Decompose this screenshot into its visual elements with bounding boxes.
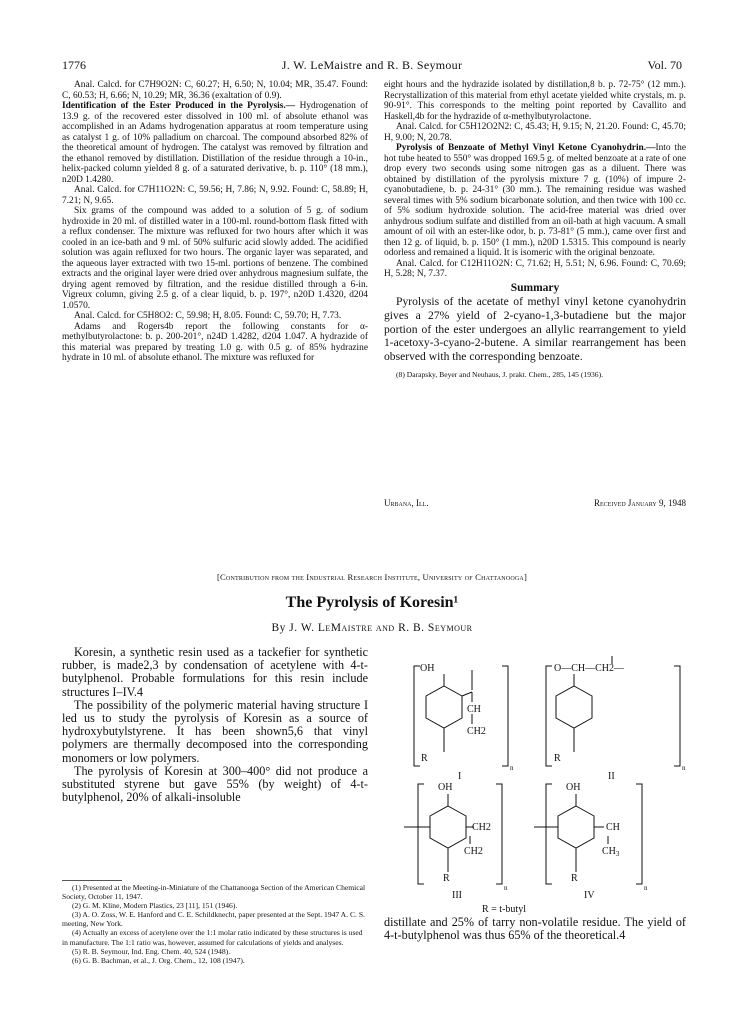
label-r: R: [421, 753, 428, 764]
structure-label: IV: [584, 890, 595, 901]
summary-heading: Summary: [510, 281, 560, 294]
label-oh: OH: [438, 782, 453, 793]
label-n: n: [510, 764, 514, 772]
footnote: (8) Darapsky, Beyer and Neuhaus, J. prakt. Chem., 285, 145 (1936).: [396, 369, 604, 379]
page-number: 1776: [62, 58, 86, 72]
section-heading: Identification of the Ester Produced in the Pyrolysis.—: [62, 101, 296, 111]
structure-label: II: [608, 771, 615, 782]
footnote: (5) R. B. Seymour, Ind. Eng. Chem. 40, 524 (1948).: [72, 946, 231, 956]
paragraph: Adams and Rogers4b report the following constants for α-methylbutyrolactone: b. p. 200-201°, n24D 1.4282, d204 1.047. A hydrazide of this material was prepared by treating 1.0 g. with 0.5 g. of 85% hydrazine hydrate in 10 ml. of absolute ethanol. The mixture was refluxed for: [62, 321, 368, 363]
paragraph: Anal. Calcd. for C7H11O2N: C, 59.56; H, 7.86; N, 9.92. Found: C, 58.89; H, 7.21; N, 9.65.: [62, 185, 368, 206]
label-oh: OH: [420, 663, 435, 674]
label-oh: OH: [566, 782, 581, 793]
byline: [62, 622, 682, 634]
volume-label: Vol. 70: [647, 58, 682, 72]
right-column: [384, 80, 686, 379]
footnote: (2) G. M. Kline, Modern Plastics, 23 [11], 151 (1946).: [72, 901, 238, 911]
article-body: [62, 646, 368, 804]
paragraph: The pyrolysis of Koresin at 300–400° did not produce a substituted styrene but gave 55% (by weight) of 4-t-butylphenol, 20% of alkali-insoluble: [62, 763, 368, 805]
structure-IV: [534, 784, 642, 884]
running-title: J. W. LeMaistre and R. B. Seymour: [281, 58, 463, 72]
label-o-ch-ch2: O—CH—CH2—: [554, 663, 625, 674]
received-date: Received January 9, 1948: [593, 498, 686, 508]
section-heading: Pyrolysis of Benzoate of Methyl Vinyl Ketone Cyanohydrin.—: [396, 143, 656, 153]
label-r: R: [571, 873, 578, 884]
label-n: n: [644, 884, 648, 892]
structure-label: III: [452, 890, 462, 901]
structure-III: [404, 784, 502, 884]
footnote: (6) G. B. Bachman, et al., J. Org. Chem., 12, 108 (1947).: [72, 955, 245, 965]
footnotes: [62, 880, 368, 965]
label-ch2: CH2: [467, 726, 486, 737]
label-ch: CH: [606, 822, 620, 833]
paragraph: eight hours and the hydrazide isolated by distillation,8 b. p. 72-75° (12 mm.). Recrystallization of this material from ethyl acetate yielded white crystals, m. p. 90-91°. This corresponds to the melting point reported by Cavallito and Haskell,4b for the hydrazide of α-methylbutyrolactone.: [384, 80, 686, 122]
label-ch: CH: [467, 704, 481, 715]
label-n: n: [504, 884, 508, 892]
paragraph: Anal. Calcd. for C5H8O2: C, 59.98; H, 8.05. Found: C, 59.70; H, 7.73.: [74, 311, 342, 321]
paragraph-text: Into the hot tube heated to 550° was dropped 169.5 g. of melted benzoate at a rate of one drop every two seconds using some nitrogen gas as a diluent. There was obtained by distillation of the pyrolysis mixture 7 g. (10%) of impure 2-cyanobutadiene, b. p. 24-31° (30 mm.). The remaining residue was washed several times with 5% sodium bicarbonate solution, and then twice with 100 cc. of 5% sodium hydroxide solution. The acid-free material was dried over anhydrous sodium sulfate and distilled from an oil-bath at high vacuum. A small amount of oil with an ester-like odor, b. p. 73-81° (5 mm.), came over first and then 12 g. of liquid, b. p. 150° (1 mm.), n20D 1.5315. This compound is nearly odorless and remained a liquid. It is isomeric with the original benzoate.: [384, 143, 686, 258]
label-r: R: [554, 753, 561, 764]
label-ch3: $CH_3$: [602, 846, 620, 858]
label-r: R: [443, 873, 450, 884]
label-ch2: CH2: [472, 822, 491, 833]
paragraph: Six grams of the compound was added to a solution of 5 g. of sodium hydroxide in 20 ml. of distilled water in a 100-ml. round-bottom flask fitted with a reflux condenser. The mixture was refluxed for two hours after which it was cooled in an ice-bath and 9 ml. of 50% sulfuric acid slowly added. The acidified solution was again refluxed for two hours. The organic layer was separated, and the aqueous layer extracted with two 15-ml. portions of benzene. The combined extracts and the original layer were dried over anhydrous magnesium sulfate, the drying agent removed by filtration, and the residue distilled through a 6-in. Vigreux column, giving 2.5 g. of a clear liquid, b. p. 197°, n20D 1.4320, d204 1.0570.: [62, 206, 368, 311]
r-definition: R = t-butyl: [482, 904, 526, 915]
paragraph: [62, 101, 368, 185]
paragraph: Anal. Calcd. for C7H9O2N: C, 60.27; H, 6.50; N, 10.04; MR, 35.47. Found: C, 60.53; H, 6.66; N, 10.29; MR, 36.36 (exaltation of 0.9).: [62, 80, 368, 101]
authors: J. W. LeMaistre and R. B. Seymour: [289, 622, 473, 634]
paragraph: [384, 143, 686, 259]
footnote: (3) A. O. Zoss, W. E. Hanford and C. E. Schildknecht, paper presented at the Sept. 1947 A. C. S. meeting, New York.: [62, 910, 365, 929]
structure-I: [414, 666, 508, 766]
structure-label: I: [458, 771, 462, 782]
summary-text: Pyrolysis of the acetate of methyl vinyl ketone cyanohydrin gives a 27% yield of 2-cyano-1,3-butadiene but the major portion of the ester undergoes an allylic rearrangement to yield 1-acetoxy-3-cyano-2-butene. A similar rearrangement has been observed with the corresponding benzoate.: [384, 295, 686, 364]
label-ch2: CH2: [464, 846, 483, 857]
paragraph: Koresin, a synthetic resin used as a tackefier for synthetic rubber, is made2,3 by condensation of acetylene with 4-t-butylphenol. Probable formulations for this resin include structures I–IV.4: [62, 645, 368, 699]
structure-diagrams: [384, 646, 686, 916]
paragraph: Anal. Calcd. for C12H11O2N: C, 71.62; H, 5.51; N, 6.96. Found: C, 70.69; H, 5.28; N, 7.37.: [384, 258, 686, 279]
byline-prefix: By: [271, 622, 286, 634]
paragraph-text: Hydrogenation of 13.9 g. of the recovered ester dissolved in 100 ml. of absolute ethanol was accomplished in an Adams hydrogenation apparatus at room temperature using as catalyst 1 g. of 10% palladium on charcoal. The compound absorbed 82% of the theoretical amount of hydrogen. The catalyst was removed by filtration and the ethanol removed by distillation. Distillation of the residue through a 10-in., helix-packed column yielded 8 g. of a saturated derivative, b. p. 110° (18 mm.), n20D 1.4280.: [62, 101, 369, 185]
left-column: [62, 80, 368, 364]
footnote-rule: [62, 880, 122, 881]
article-body-continued: [384, 916, 686, 942]
article-title: The Pyrolysis of Koresin¹: [285, 594, 459, 611]
footnote: (4) Actually an excess of acetylene over the 1:1 molar ratio indicated by these structures is used in manufacture. The 1:1 ratio was, however, assumed for calculations of yields and analyses.: [62, 928, 363, 947]
paragraph: The possibility of the polymeric material having structure I led us to study the pyrolysis of Koresin as a source of hydroxybutylstyrene. It has been shown5,6 that vinyl polymers are thermally decomposed into the corresponding monomers or low polymers.: [62, 697, 368, 765]
label-n: n: [682, 764, 686, 772]
paragraph: distillate and 25% of tarry non-volatile residue. The yield of 4-t-butylphenol was thus 65% of the theoretical.4: [384, 915, 686, 943]
paragraph: Anal. Calcd. for C5H12O2N2: C, 45.43; H, 9.15; N, 21.20. Found: C, 45.70; H, 9.00; N, 20.78.: [384, 122, 686, 143]
running-header: [62, 58, 682, 74]
place: Urbana, Ill.: [384, 498, 429, 508]
contribution-line: [Contribution from the Industrial Research Institute, University of Chattanooga]: [216, 572, 528, 582]
footnote: (1) Presented at the Meeting-in-Miniature of the Chattanooga Section of the American Chemical Society, October 11, 1947.: [62, 883, 366, 902]
